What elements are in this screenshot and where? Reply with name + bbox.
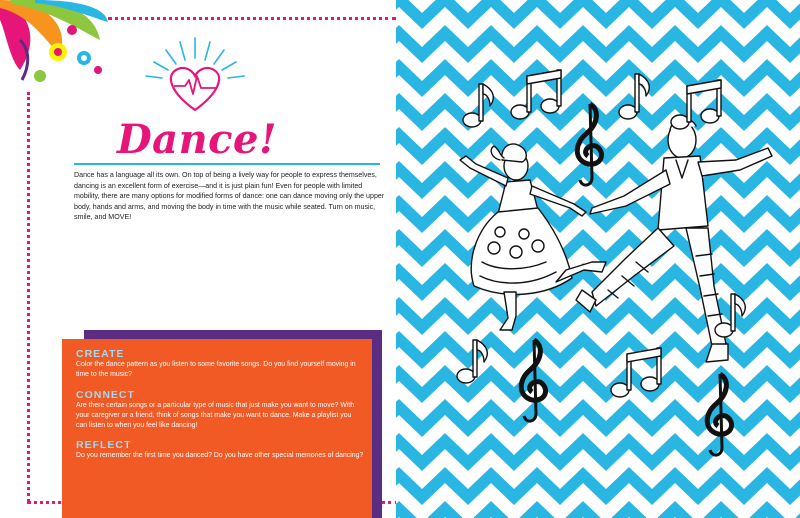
music-note-icon xyxy=(463,84,493,127)
create-section xyxy=(76,349,364,381)
dotted-border-left xyxy=(27,92,30,502)
heart-rate-icon xyxy=(130,30,260,120)
music-note-icon xyxy=(619,74,649,119)
treble-clef-icon xyxy=(577,104,601,185)
music-note-icon xyxy=(611,348,661,397)
reflect-text: Do you remember the first time you danced? Do you have other special memories of dancing? xyxy=(76,452,364,460)
coloring-page xyxy=(396,0,800,518)
connect-section xyxy=(76,390,364,432)
music-note-icon xyxy=(715,294,745,337)
reflect-section xyxy=(76,440,364,461)
dotted-border-top xyxy=(108,17,396,20)
create-text: Color the dance pattern as you listen to some favorite songs. Do you find yourself moving in time to the music? xyxy=(76,361,356,379)
page-title: Dance! xyxy=(116,116,278,163)
treble-clef-icon xyxy=(707,374,731,455)
music-note-icon xyxy=(671,80,721,129)
create-heading: CREATE xyxy=(76,348,125,360)
treble-clef-icon xyxy=(521,340,545,421)
music-notes-layer xyxy=(396,0,800,518)
connect-text: Are there certain songs or a particular type of music that just make you want to move? With your caregiver or a friend, think of songs that make you want to dance. Make a playlist you can listen to when you feel like dancing! xyxy=(76,401,355,430)
music-note-icon xyxy=(457,340,487,383)
connect-heading: CONNECT xyxy=(76,388,135,401)
reflect-heading: REFLECT xyxy=(76,439,132,452)
activity-box xyxy=(62,339,372,518)
floral-swirl-decoration xyxy=(0,0,110,90)
left-page xyxy=(0,0,396,518)
title-underline xyxy=(74,163,380,165)
music-note-icon xyxy=(511,70,561,119)
intro-paragraph: Dance has a language all its own. On top of being a lively way for people to express themselves, dancing is an excellent form of exercise—and it is just plain fun! Even for people with limited mobility, there are many options for modified forms of dance: one can dance moving only the upper body, hands and arms, and moving the body in time with the music while seated. Turn on music, smile, and MOVE! xyxy=(74,171,385,222)
